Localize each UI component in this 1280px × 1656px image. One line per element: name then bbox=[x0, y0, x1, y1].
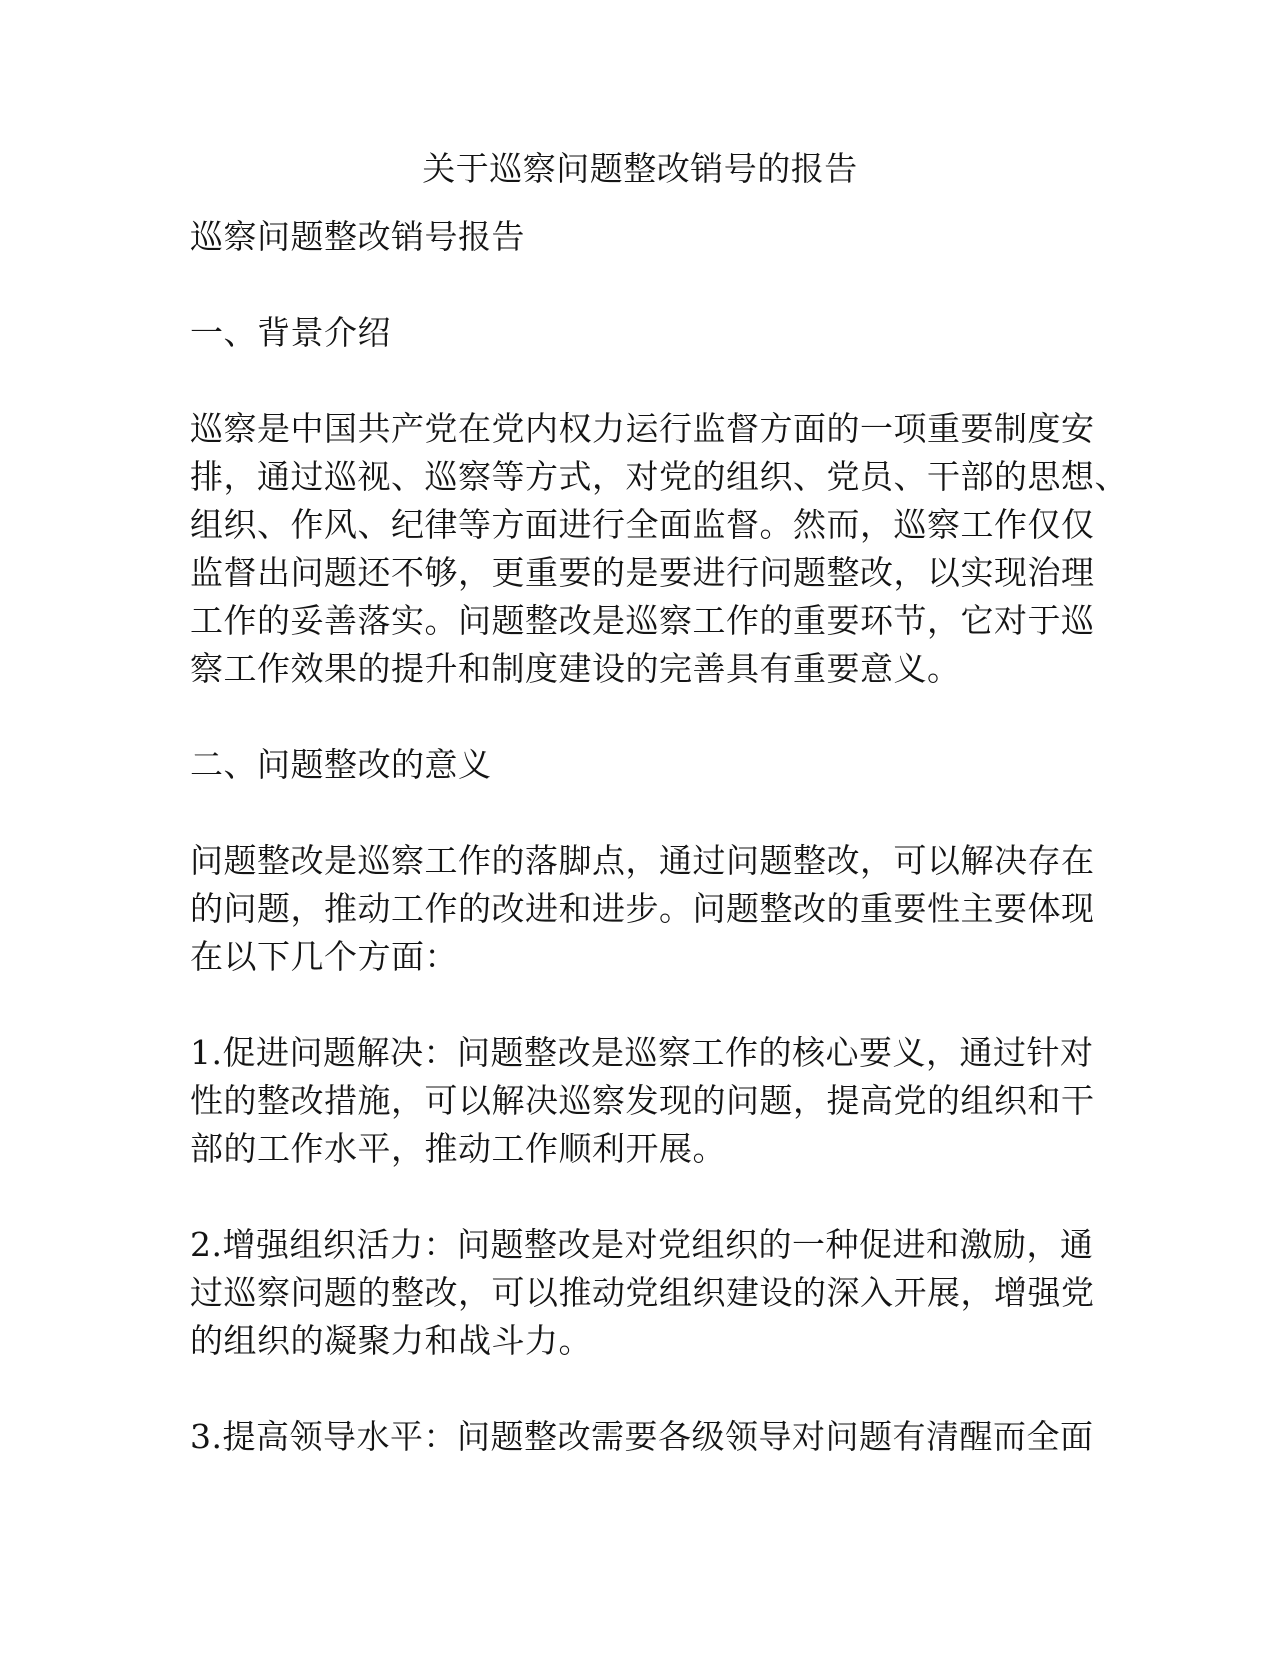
section-heading-significance bbox=[190, 741, 1096, 789]
text-line: 监督出问题还不够，更重要的是要进行问题整改，以实现治理 bbox=[190, 553, 1095, 592]
list-item-3 bbox=[190, 1413, 1096, 1461]
text-line: 性的整改措施，可以解决巡察发现的问题，提高党的组织和干 bbox=[190, 1081, 1095, 1120]
section-heading-background bbox=[190, 309, 1096, 357]
paragraph-significance bbox=[190, 837, 1096, 981]
list-item-1 bbox=[190, 1029, 1096, 1173]
text-line: 过巡察问题的整改，可以推动党组织建设的深入开展，增强党 bbox=[190, 1273, 1095, 1312]
text-line: 察工作效果的提升和制度建设的完善具有重要意义。 bbox=[190, 649, 961, 688]
text-line: 部的工作水平，推动工作顺利开展。 bbox=[190, 1129, 726, 1168]
text-line: 二、问题整改的意义 bbox=[190, 745, 492, 784]
document-body bbox=[190, 213, 1128, 1509]
text-line: 的组织的凝聚力和战斗力。 bbox=[190, 1321, 592, 1360]
text-line: 1.促进问题解决：问题整改是巡察工作的核心要义，通过针对 bbox=[190, 1033, 1094, 1072]
document-title: 关于巡察问题整改销号的报告 bbox=[422, 149, 858, 188]
text-line: 工作的妥善落实。问题整改是巡察工作的重要环节，它对于巡 bbox=[190, 601, 1095, 640]
text-line: 排，通过巡视、巡察等方式，对党的组织、党员、干部的思想、 bbox=[190, 457, 1128, 496]
paragraph-subtitle bbox=[190, 213, 1096, 261]
paragraph-background bbox=[190, 405, 1128, 693]
text-line: 一、背景介绍 bbox=[190, 313, 391, 352]
text-line: 问题整改是巡察工作的落脚点，通过问题整改，可以解决存在 bbox=[190, 841, 1095, 880]
text-line: 巡察是中国共产党在党内权力运行监督方面的一项重要制度安 bbox=[190, 409, 1095, 448]
text-line: 巡察问题整改销号报告 bbox=[190, 217, 525, 256]
text-line: 2.增强组织活力：问题整改是对党组织的一种促进和激励，通 bbox=[190, 1225, 1094, 1264]
text-line: 在以下几个方面： bbox=[190, 937, 458, 976]
text-line: 组织、作风、纪律等方面进行全面监督。然而，巡察工作仅仅 bbox=[190, 505, 1095, 544]
text-line: 的问题，推动工作的改进和进步。问题整改的重要性主要体现 bbox=[190, 889, 1095, 928]
list-item-2 bbox=[190, 1221, 1096, 1365]
text-line: 3.提高领导水平：问题整改需要各级领导对问题有清醒而全面 bbox=[190, 1417, 1094, 1456]
